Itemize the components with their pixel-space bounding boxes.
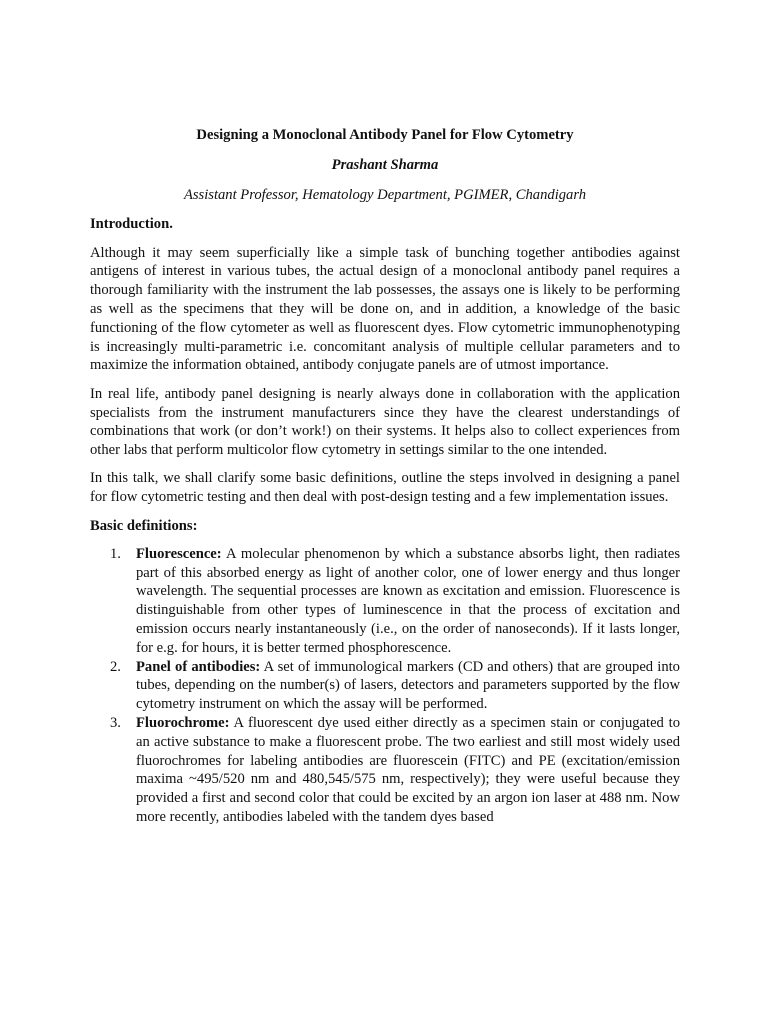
document-title: Designing a Monoclonal Antibody Panel for Flow Cytometry (196, 127, 574, 143)
definition-text: A fluorescent dye used either directly as a specimen stain or conjugated to an active substance to make a fluorescent probe. The two earliest and still most widely used fluorochromes for labeling antibodies are fluorescein (FITC) and PE (excitation/emission maxima ~495/520 nm and 480,545/575 nm, respectively); they were useful because they provided a first and second color that could be excited by an argon ion laser at 488 nm. Now more recently, antibodies labeled with the tandem dyes based (136, 715, 680, 825)
paragraph: In this talk, we shall clarify some basic definitions, outline the steps involved in designing a panel for flow cytometric testing and then deal with post-design testing and a few implementation issues. (90, 470, 680, 506)
definitions-heading: Basic definitions: (90, 517, 198, 534)
list-item-number: 2. (110, 658, 121, 675)
paragraph: Although it may seem superficially like a simple task of bunching together antibodies against antigens of interest in various tubes, the actual design of a monoclonal antibody panel requires a thorough familiarity with the instrument the lab possesses, the assays one is likely to be performing as well as the specimens that they will be done on, and in addition, a knowledge of the basic functioning of the flow cytometer as well as fluorescent dyes. Flow cytometric immunophenotyping is increasingly multi-parametric i.e. concomitant analysis of multiple cellular parameters and to maximize the information obtained, antibody conjugate panels are of utmost importance. (90, 244, 680, 374)
list-item (90, 545, 680, 658)
definitions-list (90, 545, 680, 827)
definition-term: Fluorescence: (136, 545, 222, 562)
author-affiliation: Assistant Professor, Hematology Department, PGIMER, Chandigarh (183, 186, 587, 203)
document-page (90, 126, 680, 827)
author-name: Prashant Sharma (331, 156, 439, 173)
introduction-heading: Introduction. (90, 216, 173, 233)
list-item (90, 658, 680, 714)
paragraph: In real life, antibody panel designing is nearly always done in collaboration with the application specialists from the instrument manufacturers since they have the clearest understandings of combinations that work (or don’t work!) on their systems. It helps also to collect experiences from other labs that perform multicolor flow cytometry in settings similar to the one intended. (90, 385, 680, 459)
list-item-number: 1. (110, 545, 121, 562)
definition-term: Fluorochrome: (136, 715, 230, 732)
definition-text: A set of immunological markers (CD and others) that are grouped into tubes, depending on the number(s) of lasers, detectors and parameters supported by the flow cytometry instrument on which the assay will be performed. (136, 658, 680, 713)
list-item-number: 3. (110, 715, 121, 732)
list-item (90, 714, 680, 827)
definition-text: A molecular phenomenon by which a substance absorbs light, then radiates part of this absorbed energy as light of another color, one of lower energy and thus longer wavelength. The sequential processes are known as excitation and emission. Fluorescence is distinguishable from other types of luminescence in that the process of excitation and emission occurs nearly instantaneously (i.e., on the order of nanoseconds). If it lasts longer, for e.g. for hours, it is better termed phosphorescence. (136, 545, 680, 656)
definition-term: Panel of antibodies: (136, 658, 261, 675)
